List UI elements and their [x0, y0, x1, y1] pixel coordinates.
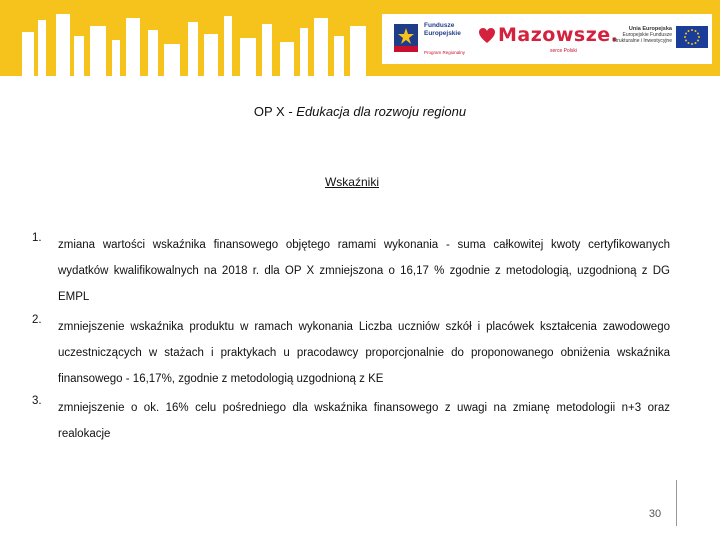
header-band [0, 0, 720, 76]
list-item-number: 3. [32, 395, 42, 407]
fe-line3: Program Regionalny [424, 50, 466, 55]
section-heading: Wskaźniki [324, 175, 379, 189]
list-item-number: 2. [32, 314, 42, 326]
page-number: 30 [648, 508, 662, 520]
eu-flag-icon [676, 26, 708, 48]
mazowsze-tagline: serce Polski [550, 48, 577, 54]
fe-line2: Europejskie [424, 30, 461, 37]
ue-line2: Europejskie Fundusze [622, 32, 672, 38]
mazowsze-word: Mazowsze. [498, 24, 619, 46]
page-title [0, 104, 720, 119]
footer-divider [676, 480, 677, 526]
title-italic: Edukacja dla rozwoju regionu [296, 104, 467, 119]
list-item: zmniejszenie o ok. 16% celu pośredniego dla wskaźnika finansowego z uwagi na zmianę metodologii n+3 oraz realokacje [58, 402, 670, 440]
list-item: zmniejszenie wskaźnika produktu w ramach wykonania Liczba uczniów szkół i placówek kształcenia zawodowego uczestniczących w stażach i praktykach u pracodawcy proporcjonalnie do proponowanego obniżenia wskaźnika finansowego - 16,17%, zgodnie z metodologią uzgodnioną z KE [58, 321, 670, 385]
decorative-blocks-icon [0, 0, 380, 76]
title-prefix: OP X - [253, 104, 297, 119]
list-item: zmiana wartości wskaźnika finansowego objętego ramami wykonania - suma całkowitej kwoty certyfikowanych wydatków kwalifikowalnych na 2018 r. dla OP X zmniejszona o 16,17 % zgodnie z metodologią, uzgodnioną z DG EMPL [58, 239, 670, 303]
list-item-number: 1. [32, 232, 42, 244]
eu-logo [610, 22, 710, 58]
fundusze-europejskie-logo [392, 20, 484, 58]
logos-panel [382, 14, 712, 64]
fe-star-icon [392, 20, 420, 56]
heart-icon [478, 27, 496, 45]
fe-line1: Fundusze [424, 22, 455, 29]
ue-line3: Strukturalne i Inwestycyjne [612, 38, 672, 44]
mazowsze-logo [478, 24, 619, 60]
ue-line1: Unia Europejska [628, 26, 672, 32]
